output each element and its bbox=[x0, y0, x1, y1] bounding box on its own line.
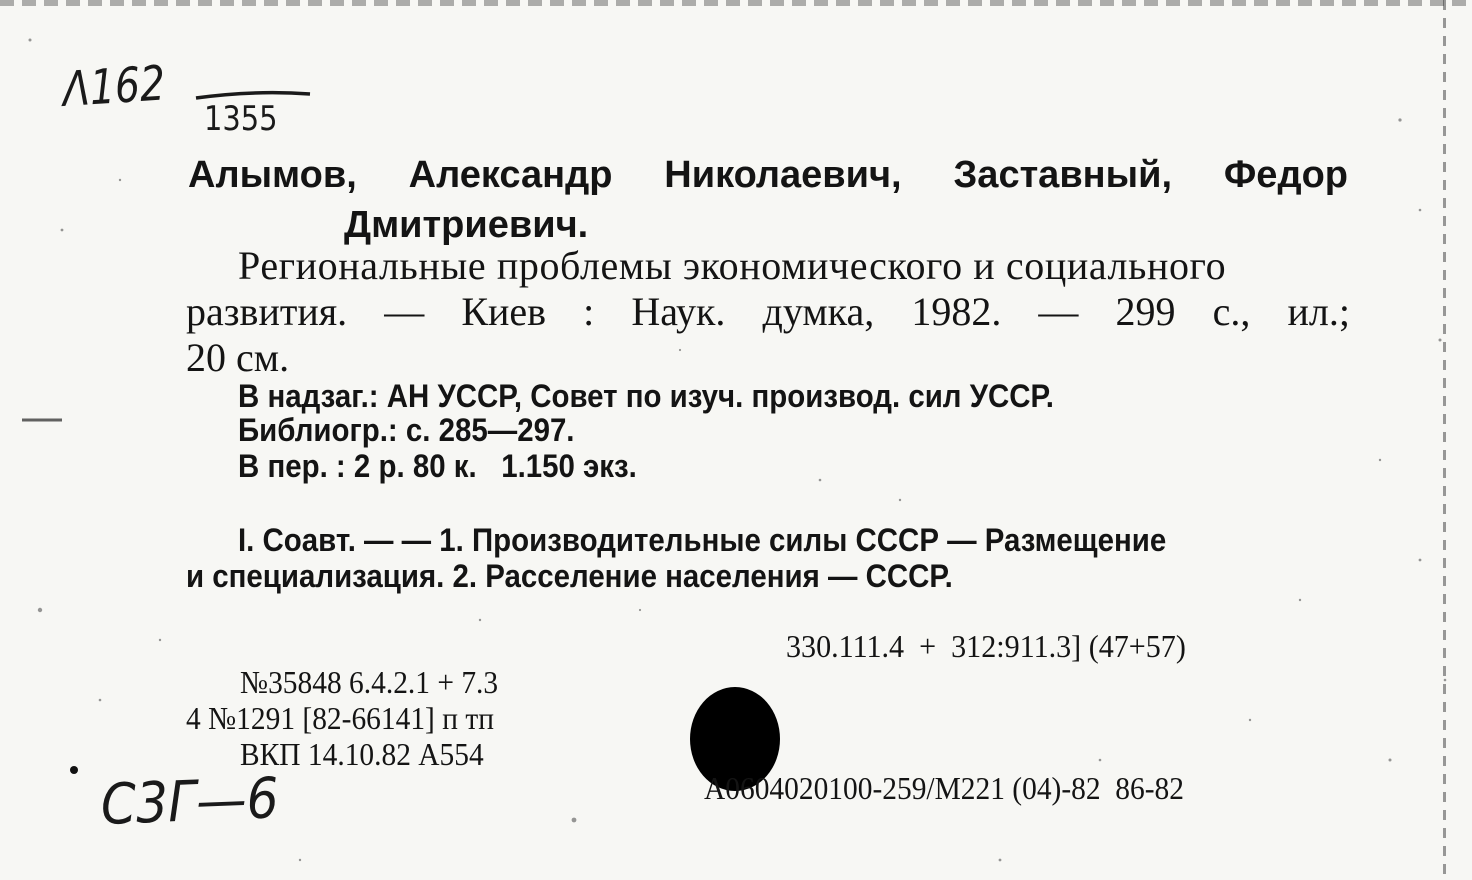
heading-word: Заставный, bbox=[953, 154, 1172, 196]
title-word: — bbox=[1038, 289, 1079, 334]
title-line3: 20 см. bbox=[186, 335, 290, 380]
tracings-line1: I. Соавт. — — 1. Производительные силы СССР — Размещение bbox=[238, 522, 1167, 558]
title-word: 299 bbox=[1115, 289, 1176, 334]
title-word: с., bbox=[1212, 289, 1251, 334]
production-order-number: №35848 6.4.2.1 + 7.3 bbox=[240, 664, 499, 700]
tracings-line2: и специализация. 2. Расселение населения — СССР. bbox=[186, 558, 953, 594]
production-vkp-date: ВКП 14.10.82 А554 bbox=[240, 736, 484, 772]
title-word: Наук. bbox=[631, 289, 726, 334]
title-word: : bbox=[583, 289, 595, 334]
heading-word: Александр bbox=[408, 154, 613, 196]
shelf-mark-number: 1355 bbox=[204, 99, 278, 139]
card-top-edge bbox=[0, 0, 1472, 6]
index-code: А0604020100-259/М221 (04)-82 86-82 bbox=[704, 770, 1184, 806]
heading-word: Федор bbox=[1223, 154, 1348, 196]
title-word: 1982. bbox=[911, 289, 1002, 334]
heading-authors-line1 bbox=[188, 156, 1348, 194]
title-word: думка, bbox=[762, 289, 875, 334]
title-word: развития. bbox=[186, 289, 348, 334]
classification-number: 330.111.4 + 312:911.3] (47+57) bbox=[786, 628, 1186, 664]
heading-authors-line2: Дмитриевич. bbox=[344, 204, 589, 246]
title-line2 bbox=[186, 289, 1350, 334]
shelf-mark-code: Λ162 bbox=[61, 55, 167, 118]
heading-word: Николаевич, bbox=[664, 154, 902, 196]
title-word: — bbox=[384, 289, 425, 334]
title-word: ил.; bbox=[1287, 289, 1350, 334]
card-right-edge bbox=[1443, 0, 1446, 880]
title-word: Киев bbox=[461, 289, 547, 334]
title-line1: Региональные проблемы экономического и социального bbox=[238, 243, 1227, 288]
production-card-number: 4 №1291 [82-66141] п тп bbox=[186, 700, 494, 736]
note-header-line: В надзаг.: АН УССР, Совет по изуч. производ. сил УССР. bbox=[238, 378, 1054, 414]
heading-word: Алымов, bbox=[188, 154, 357, 196]
note-bibliography: Библиогр.: с. 285—297. bbox=[238, 412, 575, 448]
handwritten-code: С3Г—6 bbox=[99, 766, 280, 838]
note-price-copies: В пер. : 2 р. 80 к. 1.150 экз. bbox=[238, 448, 637, 484]
